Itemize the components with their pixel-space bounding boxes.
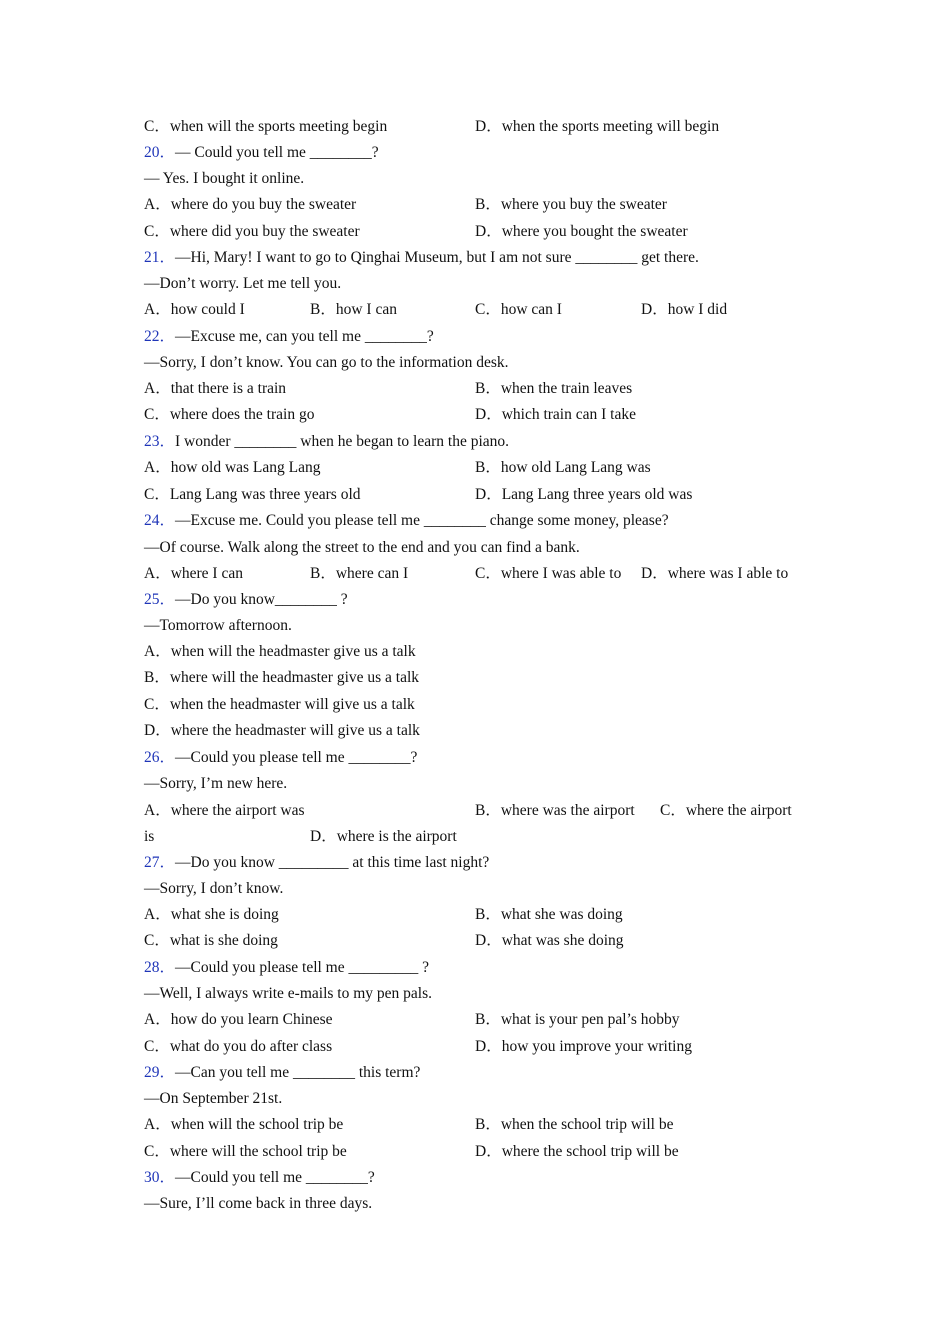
option-a: A．where the airport was (144, 802, 305, 819)
option-left: A．how old was Lang Lang (144, 459, 321, 476)
question-line (144, 957, 824, 979)
option-right: B．when the school trip will be (475, 1116, 674, 1133)
option-left: A．how do you learn Chinese (144, 1011, 333, 1028)
question-line (144, 142, 824, 164)
question-number: 24． (144, 512, 176, 529)
option-right: D．how you improve your writing (475, 1038, 692, 1055)
text-line (144, 983, 824, 1005)
text-line (144, 720, 824, 742)
question-number: 20． (144, 144, 176, 161)
text-line (144, 352, 824, 374)
question-number: 28． (144, 959, 176, 976)
question-line (144, 852, 824, 874)
option-left: A．where do you buy the sweater (144, 196, 357, 213)
option-right: D．where the school trip will be (475, 1143, 679, 1160)
options-row (144, 116, 824, 138)
option-c-continued: is (144, 828, 155, 845)
options-row (144, 563, 824, 585)
options-row (144, 1141, 824, 1163)
option-right: D．Lang Lang three years old was (475, 486, 693, 503)
text-line (144, 773, 824, 795)
option-left: C．where did you buy the sweater (144, 223, 360, 240)
question-line (144, 747, 824, 769)
options-row (144, 457, 824, 479)
text-line (144, 667, 824, 689)
question-number: 30． (144, 1169, 176, 1186)
line-text: —Of course. Walk along the street to the end and you can find a bank. (144, 539, 580, 556)
options-row (144, 800, 824, 822)
text-line (144, 694, 824, 716)
text-line (144, 615, 824, 637)
line-text: D．where the headmaster will give us a talk (144, 722, 420, 739)
question-text: —Could you please tell me _________ ? (175, 959, 430, 976)
question-text: —Could you tell me ________? (175, 1169, 375, 1186)
option-right: B．how old Lang Lang was (475, 459, 651, 476)
text-line (144, 878, 824, 900)
option-c: C．how can I (475, 301, 562, 318)
line-text: —Tomorrow afternoon. (144, 617, 292, 634)
question-text: —Hi, Mary! I want to go to Qinghai Museum, but I am not sure ________ get there. (175, 249, 699, 266)
line-text: A．when will the headmaster give us a talk (144, 643, 416, 660)
options-row (144, 378, 824, 400)
question-line (144, 510, 824, 532)
option-c: C．where the airport (660, 802, 792, 819)
option-right: B．where you buy the sweater (475, 196, 667, 213)
options-row (144, 1114, 824, 1136)
question-line (144, 1167, 824, 1189)
text-line (144, 537, 824, 559)
options-row (144, 194, 824, 216)
option-b: B．where can I (310, 565, 409, 582)
option-d: D．where is the airport (310, 828, 457, 845)
option-left: A．when will the school trip be (144, 1116, 344, 1133)
question-line (144, 326, 824, 348)
question-number: 22． (144, 328, 176, 345)
question-number: 29． (144, 1064, 176, 1081)
option-a: A．how could I (144, 301, 245, 318)
question-text: —Excuse me. Could you please tell me ________ change some money, please? (175, 512, 669, 529)
question-line (144, 589, 824, 611)
options-row (144, 299, 824, 321)
question-text: —Excuse me, can you tell me ________? (175, 328, 434, 345)
line-text: C．when the headmaster will give us a talk (144, 696, 415, 713)
line-text: —On September 21st. (144, 1090, 283, 1107)
question-line (144, 247, 824, 269)
line-text: —Sorry, I don’t know. You can go to the information desk. (144, 354, 509, 371)
options-row (144, 904, 824, 926)
line-text: —Sure, I’ll come back in three days. (144, 1195, 373, 1212)
options-row (144, 484, 824, 506)
options-row (144, 221, 824, 243)
option-a: A．where I can (144, 565, 243, 582)
option-right: D．which train can I take (475, 406, 636, 423)
question-line (144, 1062, 824, 1084)
question-text: I wonder ________ when he began to learn the piano. (175, 433, 510, 450)
option-b: B．where was the airport (475, 802, 635, 819)
question-text: — Could you tell me ________? (175, 144, 379, 161)
question-line (144, 431, 824, 453)
options-row (144, 1036, 824, 1058)
option-right: D．when the sports meeting will begin (475, 118, 720, 135)
option-left: C．where does the train go (144, 406, 315, 423)
line-text: —Sorry, I don’t know. (144, 880, 284, 897)
question-number: 25． (144, 591, 176, 608)
text-line (144, 168, 824, 190)
line-text: —Sorry, I’m new here. (144, 775, 288, 792)
question-number: 21． (144, 249, 176, 266)
question-number: 23． (144, 433, 176, 450)
option-left: A．that there is a train (144, 380, 287, 397)
options-row (144, 930, 824, 952)
text-line (144, 641, 824, 663)
question-number: 27． (144, 854, 176, 871)
option-left: C．what do you do after class (144, 1038, 333, 1055)
option-left: C．when will the sports meeting begin (144, 118, 388, 135)
line-text: —Don’t worry. Let me tell you. (144, 275, 342, 292)
option-b: B．how I can (310, 301, 397, 318)
option-d: D．how I did (641, 301, 728, 318)
line-text: — Yes. I bought it online. (144, 170, 305, 187)
line-text: —Well, I always write e-mails to my pen pals. (144, 985, 433, 1002)
option-right: B．when the train leaves (475, 380, 633, 397)
option-right: B．what is your pen pal’s hobby (475, 1011, 680, 1028)
option-d: D．where was I able to (641, 565, 789, 582)
option-right: D．what was she doing (475, 932, 624, 949)
option-left: A．what she is doing (144, 906, 279, 923)
option-left: C．Lang Lang was three years old (144, 486, 361, 503)
text-line (144, 273, 824, 295)
text-line (144, 1193, 824, 1215)
option-right: D．where you bought the sweater (475, 223, 688, 240)
question-text: —Could you please tell me ________? (175, 749, 418, 766)
question-number: 26． (144, 749, 176, 766)
line-text: B．where will the headmaster give us a talk (144, 669, 420, 686)
option-left: C．where will the school trip be (144, 1143, 347, 1160)
options-row-continued (144, 826, 824, 848)
question-text: —Do you know _________ at this time last night? (175, 854, 490, 871)
question-text: —Do you know________ ? (175, 591, 348, 608)
option-left: C．what is she doing (144, 932, 278, 949)
option-right: B．what she was doing (475, 906, 623, 923)
options-row (144, 404, 824, 426)
text-line (144, 1088, 824, 1110)
question-text: —Can you tell me ________ this term? (175, 1064, 421, 1081)
options-row (144, 1009, 824, 1031)
option-c: C．where I was able to (475, 565, 622, 582)
